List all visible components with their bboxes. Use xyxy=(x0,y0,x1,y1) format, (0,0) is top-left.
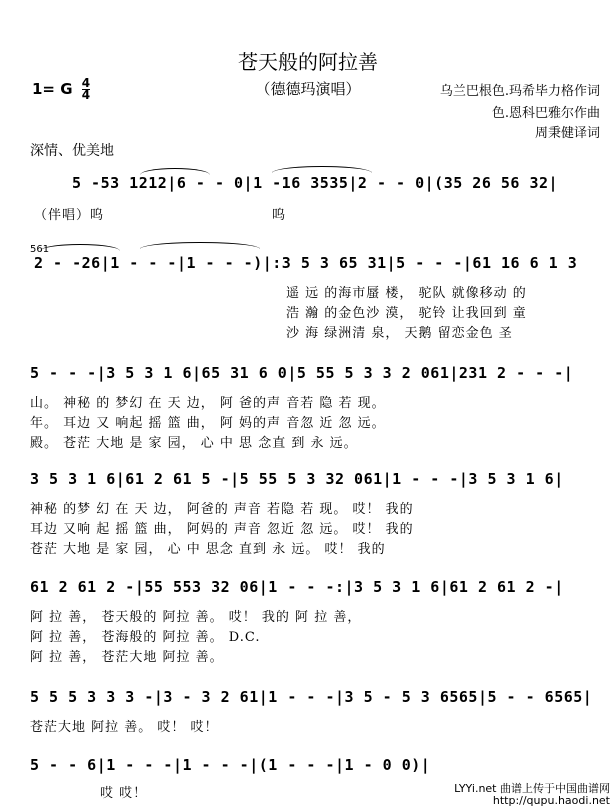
score-row-1-notes: 5 -53 1212|6 - - 0|1 -16 3535|2 - - 0|(35 26 56 32| xyxy=(72,174,559,192)
score-row-2-lyric-verse-2: 浩 瀚 的金色沙 漠， 驼铃 让我回到 童 xyxy=(286,306,527,321)
score-row-4-lyric-verse-3: 苍茫 大地 是 家 园， 心 中 思念 直到 永 远。 哎！ 我的 xyxy=(30,542,386,557)
score-row-3-notes: 5 - - -|3 5 3 1 6|65 31 6 0|5 55 5 3 3 2 061|231 2 - - -| xyxy=(30,364,574,382)
score-row-5-lyric-verse-3: 阿 拉 善， 苍茫大地 阿拉 善。 xyxy=(30,650,224,665)
score-row-4-lyric-verse-2: 耳边 又响 起 摇 篮 曲， 阿妈的 声音 忽近 忽 远。 哎！ 我的 xyxy=(30,522,414,537)
tempo-marking: 深情、优美地 xyxy=(30,143,114,159)
score-row-5-lyric-verse-2: 阿 拉 善， 苍海般的 阿拉 善。 D.C. xyxy=(30,630,261,645)
key-label: 1= G xyxy=(32,80,73,98)
score-row-7-notes: 5 - - 6|1 - - -|1 - - -|(1 - - -|1 - 0 0)| xyxy=(30,756,431,774)
score-row-3-lyric-verse-1: 山。 神秘 的 梦幻 在 天 边， 阿 爸的声 音若 隐 若 现。 xyxy=(30,396,386,411)
score-row-5-notes: 61 2 61 2 -|55 553 32 06|1 - - -:|3 5 3 1 6|61 2 61 2 -| xyxy=(30,578,564,596)
watermark-url: http://qupu.haodi.net xyxy=(492,794,610,807)
score-row-4-lyric-verse-1: 神秘 的梦 幻 在 天 边， 阿爸的 声音 若隐 若 现。 哎！ 我的 xyxy=(30,502,414,517)
score-row-3-lyric-verse-3: 殿。 苍茫 大地 是 家 园， 心 中 思 念直 到 永 远。 xyxy=(30,436,358,451)
time-signature xyxy=(82,78,90,101)
key-signature xyxy=(32,78,90,101)
singer-credit: （德德玛演唱） xyxy=(255,80,361,98)
watermark-footer xyxy=(454,783,610,807)
score-row-3-lyric-verse-2: 年。 耳边 又 响起 摇 篮 曲， 阿 妈的声 音忽 近 忽 远。 xyxy=(30,416,386,431)
song-title: 苍天般的阿拉善 xyxy=(238,50,378,74)
score-row-6-lyric: 苍茫大地 阿拉 善。 哎！ 哎！ xyxy=(30,720,219,735)
score-row-1-lyric-hum: 呜 xyxy=(272,208,287,223)
score-row-2-lyric-verse-1: 遥 远 的海市蜃 楼， 驼队 就像移动 的 xyxy=(286,286,527,301)
lyricist-credit: 乌兰巴根色.玛希毕力格作词 xyxy=(439,84,600,99)
score-row-4-notes: 3 5 3 1 6|61 2 61 5 -|5 55 5 3 32 061|1 - - -|3 5 3 1 6| xyxy=(30,470,564,488)
score-row-2-lyric-verse-3: 沙 海 绿洲清 泉， 天鹅 留恋金色 圣 xyxy=(286,326,513,341)
score-row-7-lyric: 哎 哎！ xyxy=(100,786,148,801)
translator-credit: 周秉健译词 xyxy=(534,126,600,141)
watermark-site: LYYi.net 曲谱上传于中国曲谱网 xyxy=(454,782,610,795)
time-bottom: 4 xyxy=(81,88,91,102)
score-row-1-lyric-intro: （伴唱）呜 xyxy=(34,208,105,223)
score-row-2-notes: 2 - -26|1 - - -|1 - - -)|:3 5 3 65 31|5 - - -|61 16 6 1 3 xyxy=(34,254,578,272)
score-row-2-grace: 561 xyxy=(30,244,50,255)
composer-credit: 色.恩科巴雅尔作曲 xyxy=(491,106,600,121)
score-row-5-lyric-verse-1: 阿 拉 善， 苍天般的 阿拉 善。 哎！ 我的 阿 拉 善， xyxy=(30,610,362,625)
score-row-6-notes: 5 5 5 3 3 3 -|3 - 3 2 61|1 - - -|3 5 - 5 3 6565|5 - - 6565| xyxy=(30,688,593,706)
time-top: 4 xyxy=(81,76,91,90)
